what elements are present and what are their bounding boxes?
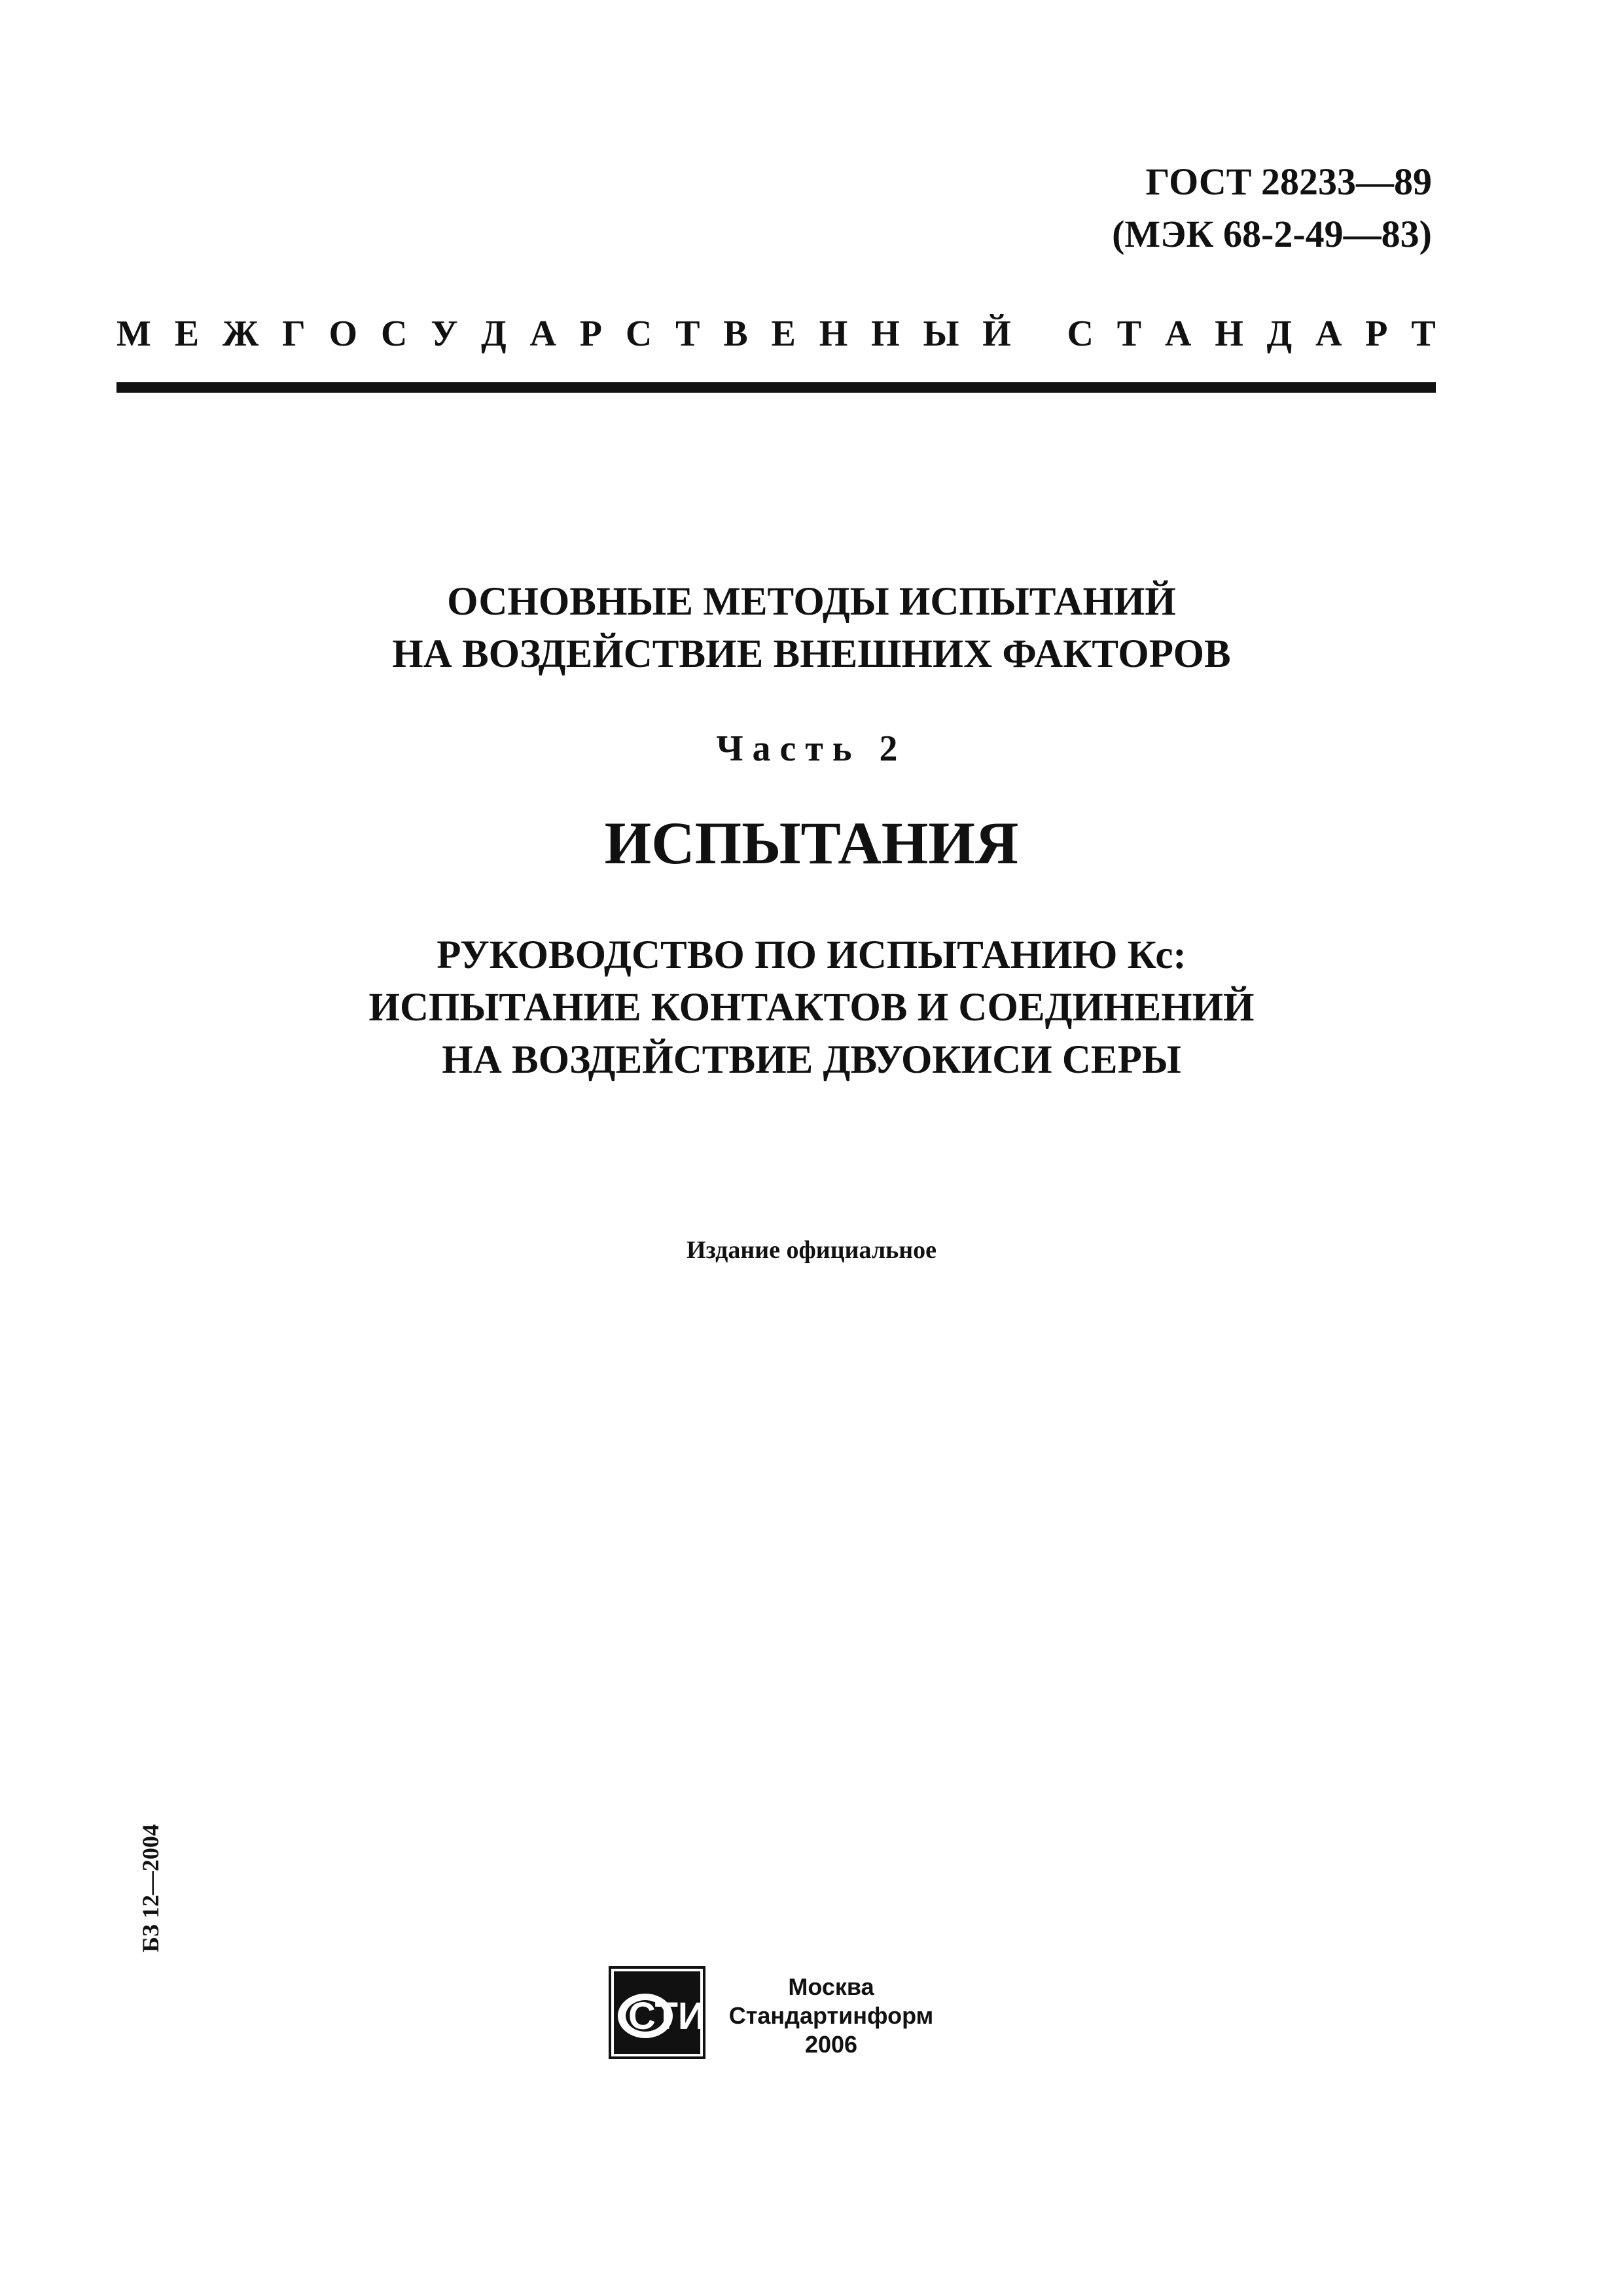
standard-type-letter: Т [1116, 314, 1142, 354]
standard-type-letter: А [1164, 314, 1192, 354]
subtitle-line-3: НА ВОЗДЕЙСТВИЕ ДВУОКИСИ СЕРЫ [442, 1038, 1181, 1082]
standard-type-letter: Ж [222, 314, 259, 354]
standard-type-letter: А [1315, 314, 1342, 354]
side-note-text: БЗ 12—2004 [137, 1824, 164, 1952]
subtitle-line-2: ИСПЫТАНИЕ КОНТАКТОВ И СОЕДИНЕНИЙ [368, 986, 1255, 1030]
standard-type-letter: Д [481, 314, 507, 354]
standard-type-heading [116, 308, 1436, 360]
standard-type-letter: Е [174, 314, 200, 354]
standartinform-logo-icon [606, 1964, 708, 2062]
standard-type-letter: Р [579, 314, 603, 354]
standard-type-letter: М [116, 314, 151, 354]
side-note [131, 1780, 170, 1996]
subtitle-line-1: РУКОВОДСТВО ПО ИСПЫТАНИЮ Кс: [437, 933, 1186, 977]
standard-type-letter: Й [982, 314, 1011, 354]
main-title [0, 576, 1623, 681]
publisher-name: Стандартинформ [728, 2002, 934, 2029]
standard-type-letter: Т [675, 314, 700, 354]
standard-type-letter: Г [282, 314, 306, 354]
standard-type-letter: А [529, 314, 556, 354]
part-label: Часть 2 [716, 728, 907, 769]
section-title: ИСПЫТАНИЯ [604, 810, 1019, 876]
main-title-line-2: НА ВОЗДЕЙСТВИЕ ВНЕШНИХ ФАКТОРОВ [392, 632, 1231, 676]
standard-type-letter: С [1067, 314, 1094, 354]
standard-type-gap [1035, 308, 1044, 360]
standard-type-letter: Е [771, 314, 796, 354]
standard-type-letter: Д [1266, 314, 1293, 354]
standard-type-letter: Р [1365, 314, 1388, 354]
publisher-block [720, 1973, 942, 2059]
gost-designation [1112, 156, 1432, 260]
standard-type-letter: С [625, 314, 652, 354]
standard-type-letter: Н [1215, 314, 1243, 354]
iec-number: (МЭК 68-2-49—83) [1112, 213, 1432, 255]
standard-type-letter: Ы [923, 314, 959, 354]
gost-number: ГОСТ 28233—89 [1145, 160, 1432, 203]
subtitle [0, 929, 1623, 1086]
edition-note: Издание официальное [686, 1236, 936, 1264]
standard-type-letter: Н [819, 314, 848, 354]
standard-type-letter: Н [871, 314, 900, 354]
standard-type-letter: У [431, 314, 458, 354]
standard-type-letter: В [723, 314, 748, 354]
main-title-line-1: ОСНОВНЫЕ МЕТОДЫ ИСПЫТАНИЙ [447, 580, 1176, 624]
logo-text: СТИ [628, 1995, 705, 2037]
publisher-city: Москва [788, 1973, 874, 2000]
standard-type-letter: С [380, 314, 408, 354]
standard-type-letter: Т [1411, 314, 1436, 354]
publisher-year: 2006 [804, 2031, 858, 2058]
standard-type-letter: О [329, 314, 358, 354]
heading-rule [116, 382, 1436, 393]
